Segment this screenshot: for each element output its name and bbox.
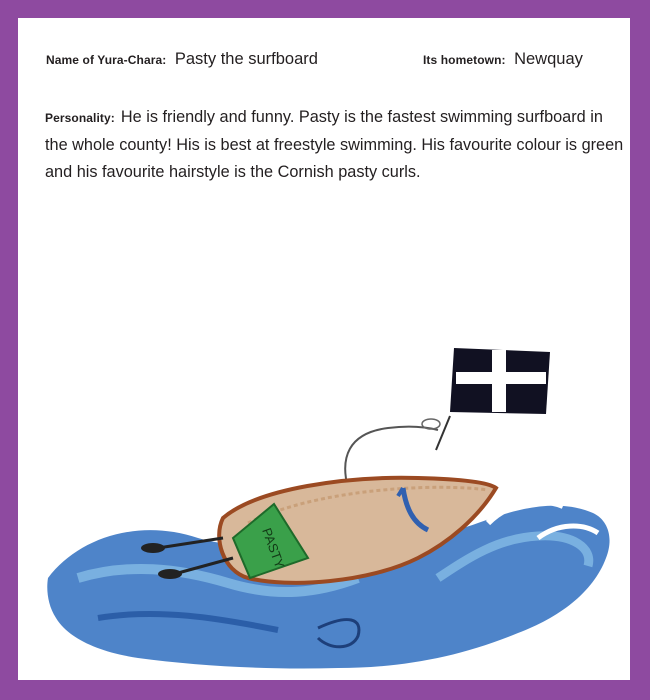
yura-chara-card: [18, 18, 630, 680]
name-value: Pasty the surfboard: [174, 50, 318, 68]
hometown-value: Newquay: [514, 50, 583, 68]
board-label: PASTY: [259, 525, 288, 571]
personality-label: Personality:: [45, 111, 115, 125]
hometown-label: Its hometown:: [423, 53, 506, 67]
surfboard-illustration: [18, 18, 630, 680]
name-label: Name of Yura-Chara:: [46, 53, 167, 67]
personality-text: He is friendly and funny. Pasty is the fastest swimming surfboard in the whole county! His is best at freestyle swimming. His favourite colour is green and his favourite hairstyle is the Cornish pasty curls.: [45, 108, 624, 181]
st-piran-flag-icon: [450, 348, 550, 414]
